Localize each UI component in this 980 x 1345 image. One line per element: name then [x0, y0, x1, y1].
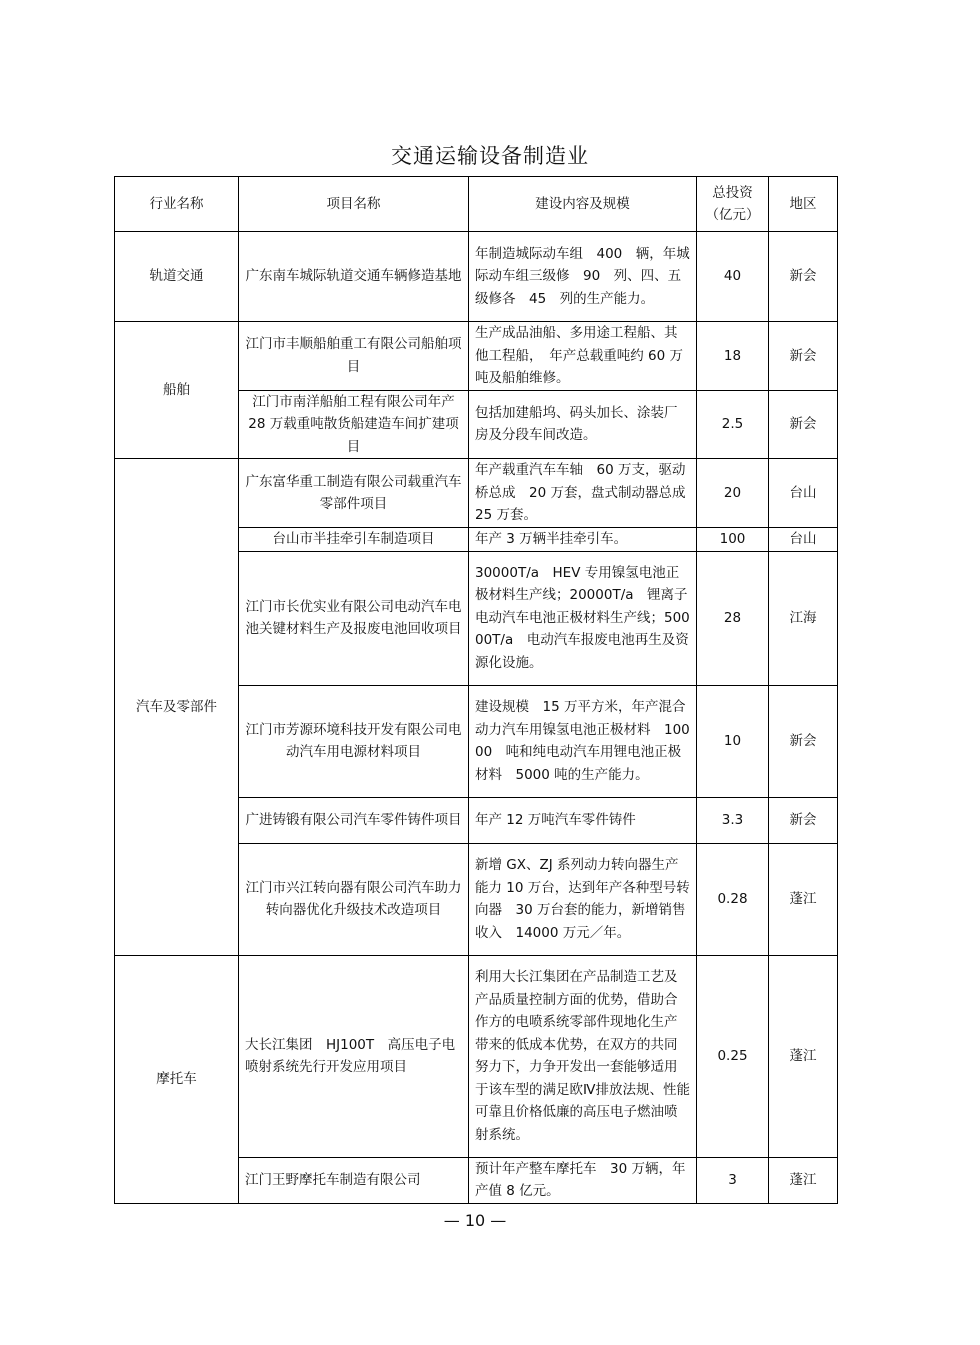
region-cell: 新会 [769, 322, 838, 391]
header-investment [697, 177, 769, 232]
region-cell: 江海 [769, 551, 838, 685]
investment-cell: 3.3 [697, 797, 769, 843]
project-cell: 江门市长优实业有限公司电动汽车电池关键材料生产及报废电池回收项目 [239, 551, 469, 685]
content-cell: 预计年产整车摩托车 30 万辆，年产值 8 亿元。 [469, 1157, 697, 1203]
content-cell: 年产载重汽车车轴 60 万支，驱动桥总成 20 万套，盘式制动器总成 25 万套。 [469, 459, 697, 528]
table-row [115, 955, 838, 1157]
investment-cell: 40 [697, 232, 769, 322]
content-cell: 利用大长江集团在产品制造工艺及产品质量控制方面的优势，借助合作方的电喷系统零部件现地化生产带来的低成本优势，在双方的共同努力下，力争开发出一套能够适用于该车型的满足欧Ⅳ排放法规、性能可靠且价格低廉的高压电子燃油喷射系统。 [469, 955, 697, 1157]
page-number: — 10 — [443, 1211, 507, 1230]
industry-cell: 轨道交通 [115, 232, 239, 322]
investment-cell: 3 [697, 1157, 769, 1203]
project-cell: 广东富华重工制造有限公司载重汽车零部件项目 [239, 459, 469, 528]
header-investment-line2: （亿元） [705, 207, 760, 223]
industry-cell: 汽车及零部件 [115, 459, 239, 956]
project-cell: 江门市南洋船舶工程有限公司年产 28 万载重吨散货船建造车间扩建项目 [239, 390, 469, 459]
table-row [115, 322, 838, 391]
project-cell: 江门市兴江转向器有限公司汽车助力转向器优化升级技术改造项目 [239, 843, 469, 955]
region-cell: 蓬江 [769, 955, 838, 1157]
project-cell: 江门市丰顺船舶重工有限公司船舶项目 [239, 322, 469, 391]
project-cell: 广进铸锻有限公司汽车零件铸件项目 [239, 797, 469, 843]
header-investment-line1: 总投资 [712, 184, 753, 201]
header-industry: 行业名称 [115, 177, 239, 232]
investment-cell: 10 [697, 685, 769, 797]
project-cell: 台山市半挂牵引车制造项目 [239, 528, 469, 552]
table-header-row [115, 177, 838, 232]
content-cell: 包括加建船坞、码头加长、涂装厂房及分段车间改造。 [469, 390, 697, 459]
table-row [115, 232, 838, 322]
region-cell: 新会 [769, 390, 838, 459]
investment-cell: 20 [697, 459, 769, 528]
project-cell: 江门市芳源环境科技开发有限公司电动汽车用电源材料项目 [239, 685, 469, 797]
project-cell: 大长江集团 HJ100T 高压电子电喷射系统先行开发应用项目 [239, 955, 469, 1157]
region-cell: 新会 [769, 232, 838, 322]
investment-cell: 2.5 [697, 390, 769, 459]
content-cell: 生产成品油船、多用途工程船、其他工程船， 年产总载重吨约 60 万吨及船舶维修。 [469, 322, 697, 391]
region-cell: 台山 [769, 459, 838, 528]
region-cell: 台山 [769, 528, 838, 552]
investment-cell: 0.28 [697, 843, 769, 955]
region-cell: 新会 [769, 797, 838, 843]
content-cell: 年制造城际动车组 400 辆，年城际动车组三级修 90 列、四、五级修各 45 列的生产能力。 [469, 232, 697, 322]
investment-cell: 0.25 [697, 955, 769, 1157]
project-cell: 广东南车城际轨道交通车辆修造基地 [239, 232, 469, 322]
investment-cell: 18 [697, 322, 769, 391]
content-cell: 30000T/a HEV 专用镍氢电池正极材料生产线；20000T/a 锂离子电动汽车电池正极材料生产线；50000T/a 电动汽车报废电池再生及资源化设施。 [469, 551, 697, 685]
region-cell: 新会 [769, 685, 838, 797]
content-cell: 新增 GX、ZJ 系列动力转向器生产能力 10 万台，达到年产各种型号转向器 30 万台套的能力，新增销售收入 14000 万元／年。 [469, 843, 697, 955]
content-cell: 年产 3 万辆半挂牵引车。 [469, 528, 697, 552]
project-table [114, 176, 838, 1204]
industry-cell: 船舶 [115, 322, 239, 459]
content-cell: 年产 12 万吨汽车零件铸件 [469, 797, 697, 843]
page-title: 交通运输设备制造业 [391, 144, 589, 168]
investment-cell: 28 [697, 551, 769, 685]
industry-cell: 摩托车 [115, 955, 239, 1203]
header-content: 建设内容及规模 [469, 177, 697, 232]
project-cell: 江门王野摩托车制造有限公司 [239, 1157, 469, 1203]
table-row [115, 459, 838, 528]
header-project: 项目名称 [239, 177, 469, 232]
region-cell: 蓬江 [769, 1157, 838, 1203]
investment-cell: 100 [697, 528, 769, 552]
region-cell: 蓬江 [769, 843, 838, 955]
header-region: 地区 [769, 177, 838, 232]
content-cell: 建设规模 15 万平方米，年产混合动力汽车用镍氢电池正极材料 10000 吨和纯电动汽车用锂电池正极材料 5000 吨的生产能力。 [469, 685, 697, 797]
